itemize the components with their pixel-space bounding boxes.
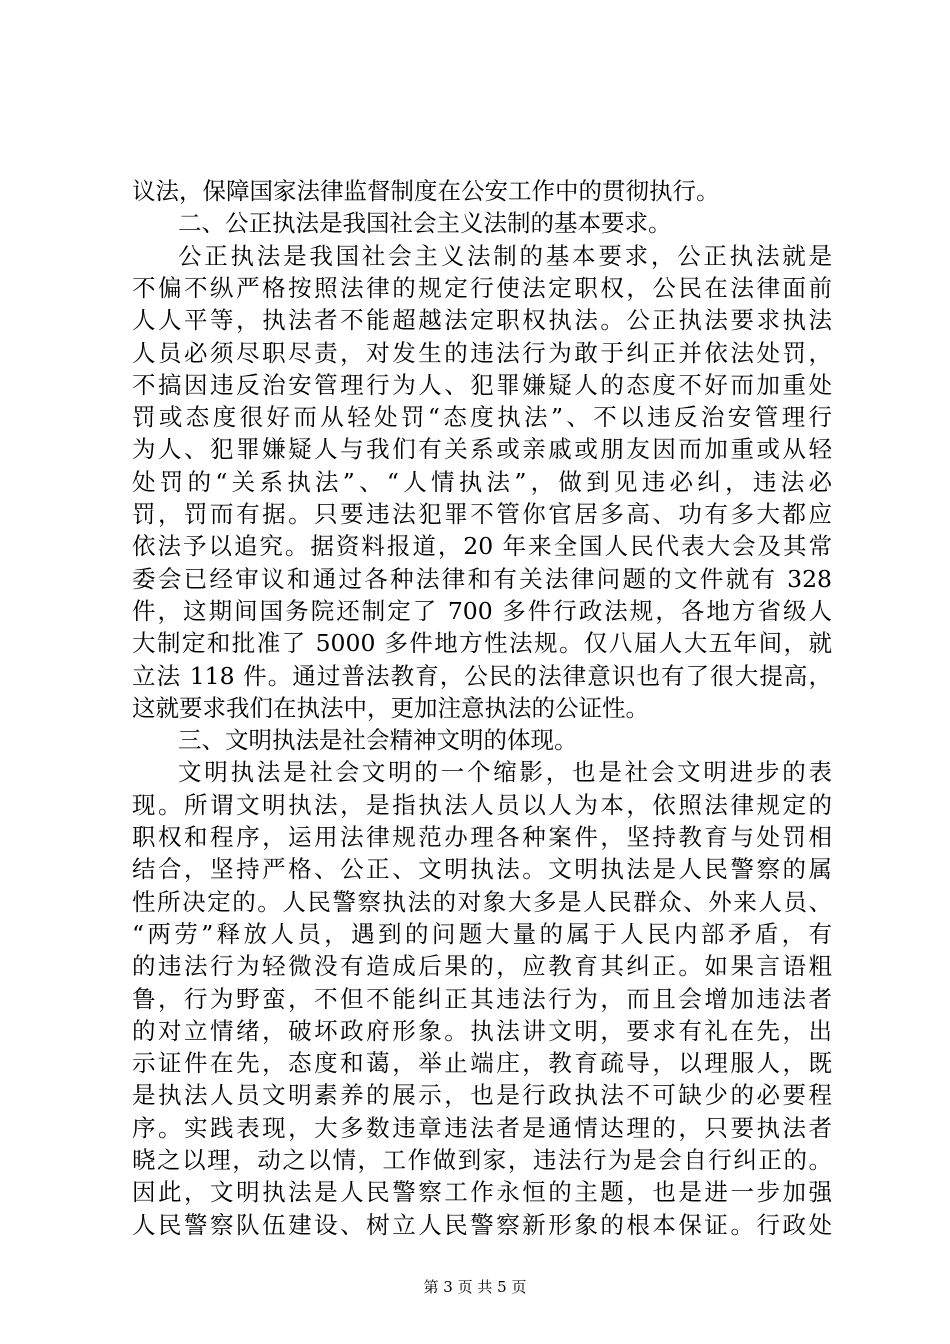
text-line: 立法 118 件。通过普法教育，公民的法律意识也有了很大提高， bbox=[132, 661, 832, 690]
text-line: 因此，文明执法是人民警察工作永恒的主题，也是进一步加强 bbox=[132, 1178, 832, 1207]
text-line: 处罚的“关系执法”、“人情执法”，做到见违必纠，违法必 bbox=[132, 467, 832, 496]
text-line: 鲁，行为野蛮，不但不能纠正其违法行为，而且会增加违法者 bbox=[132, 984, 832, 1013]
text-line: “两劳”释放人员，遇到的问题大量的属于人民内部矛盾，有 bbox=[132, 919, 832, 948]
text-line: 性所决定的。人民警察执法的对象大多是人民群众、外来人员、 bbox=[132, 887, 832, 916]
section-heading: 三、文明执法是社会精神文明的体现。 bbox=[178, 726, 578, 755]
text-line: 这就要求我们在执法中，更加注意执法的公证性。 bbox=[132, 693, 649, 722]
section-heading: 二、公正执法是我国社会主义法制的基本要求。 bbox=[178, 209, 672, 238]
text-line: 罚，罚而有据。只要违法犯罪不管你官居多高、功有多大都应 bbox=[132, 500, 832, 528]
text-line: 件，这期间国务院还制定了 700 多件行政法规，各地方省级人 bbox=[132, 596, 832, 625]
text-line: 不偏不纵严格按照法律的规定行使法定职权，公民在法律面前 bbox=[132, 273, 832, 302]
text-line: 依法予以追究。据资料报道，20 年来全国人民代表大会及其常 bbox=[132, 532, 832, 561]
text-line: 是执法人员文明素养的展示，也是行政执法不可缺少的必要程 bbox=[132, 1081, 832, 1110]
text-line: 现。所谓文明执法，是指执法人员以人为本，依照法律规定的 bbox=[132, 790, 832, 819]
text-line: 委会已经审议和通过各种法律和有关法律问题的文件就有 328 bbox=[132, 564, 832, 593]
text-line: 为人、犯罪嫌疑人与我们有关系或亲戚或朋友因而加重或从轻 bbox=[132, 435, 832, 464]
text-line: 结合，坚持严格、公正、文明执法。文明执法是人民警察的属 bbox=[132, 855, 832, 884]
text-line: 大制定和批准了 5000 多件地方性法规。仅八届人大五年间，就 bbox=[132, 629, 832, 658]
page-number-footer: 第 3 页 共 5 页 bbox=[423, 1278, 527, 1296]
text-line: 公正执法是我国社会主义法制的基本要求，公正执法就是 bbox=[178, 241, 832, 270]
text-line: 文明执法是社会文明的一个缩影，也是社会文明进步的表 bbox=[178, 758, 832, 787]
text-line: 晓之以理，动之以情，工作做到家，违法行为是会自行纠正的。 bbox=[132, 1146, 832, 1174]
text-line: 的对立情绪，破坏政府形象。执法讲文明，要求有礼在先，出 bbox=[132, 1016, 832, 1045]
text-line: 不搞因违反治安管理行为人、犯罪嫌疑人的态度不好而加重处 bbox=[132, 370, 832, 399]
text-line: 罚或态度很好而从轻处罚“态度执法”、不以违反治安管理行 bbox=[132, 403, 832, 432]
text-line: 人员必须尽职尽责，对发生的违法行为敢于纠正并依法处罚， bbox=[132, 338, 832, 367]
text-line: 序。实践表现，大多数违章违法者是通情达理的，只要执法者 bbox=[132, 1113, 832, 1142]
text-line: 示证件在先，态度和蔼，举止端庄，教育疏导，以理服人，既 bbox=[132, 1049, 832, 1078]
text-line: 的违法行为轻微没有造成后果的，应教育其纠正。如果言语粗 bbox=[132, 952, 832, 981]
text-line: 人人平等，执法者不能超越法定职权执法。公正执法要求执法 bbox=[132, 306, 832, 335]
text-line: 职权和程序，运用法律规范办理各种案件，坚持教育与处罚相 bbox=[132, 823, 832, 851]
text-line: 人民警察队伍建设、树立人民警察新形象的根本保证。行政处 bbox=[132, 1210, 832, 1239]
text-line: 议法，保障国家法律监督制度在公安工作中的贯彻执行。 bbox=[132, 177, 720, 205]
